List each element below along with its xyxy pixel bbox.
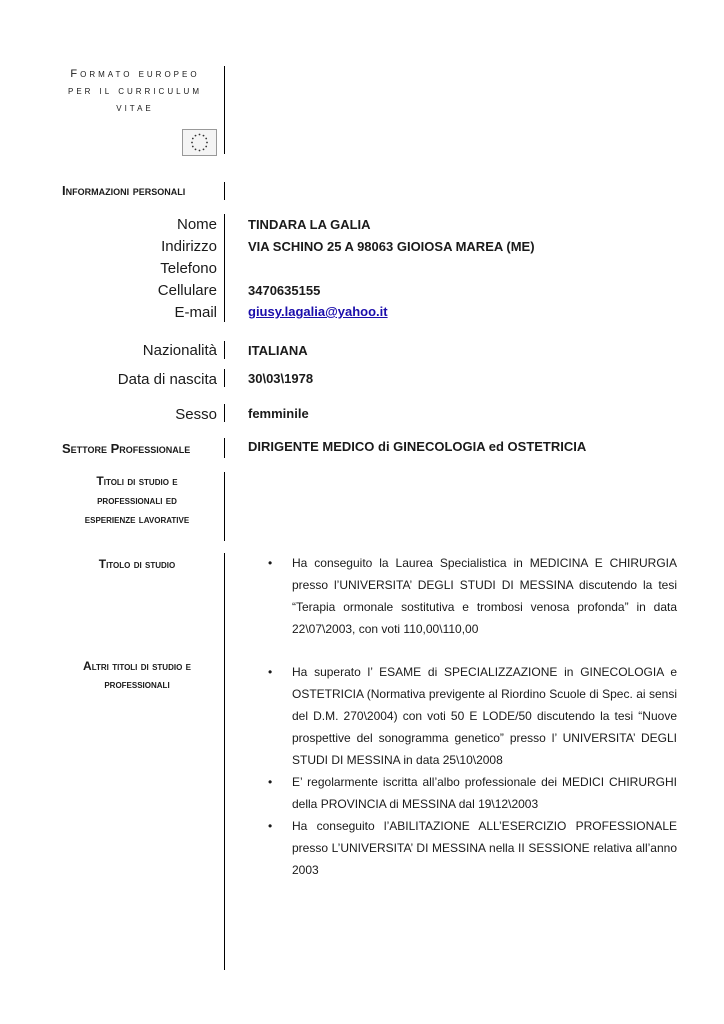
cv-title-line1: Formato europeo xyxy=(70,68,200,80)
divider xyxy=(224,369,225,387)
value-nome: TINDARA LA GALIA xyxy=(248,217,371,232)
value-indirizzo: VIA SCHINO 25 A 98063 GIOIOSA MAREA (ME) xyxy=(248,239,535,254)
value-sesso: femminile xyxy=(248,406,309,421)
value-data-nascita: 30\03\1978 xyxy=(248,371,314,386)
label-telefono: Telefono xyxy=(160,260,217,277)
label-indirizzo: Indirizzo xyxy=(161,238,217,255)
email-link[interactable]: giusy.lagalia@yahoo.it xyxy=(248,304,388,319)
list-item: • E’ regolarmente iscritta all’albo professionale dei MEDICI CHIRURGHI della PROVINCIA di MESSINA dal 19\12\2003 xyxy=(268,771,677,815)
divider xyxy=(224,472,225,541)
value-cellulare: 3470635155 xyxy=(248,283,321,298)
list-item: • Ha superato l’ ESAME di SPECIALIZZAZIONE in GINECOLOGIA e OSTETRICIA (Normativa previgente al Riordino Scuole di Spec. ai sensi del D.M. 270\2004) con voti 50 E LODE/50 discutendo la tesi “Nuove prospettive del sonogramma genetico” presso l’ UNIVERSITA’ DEGLI STUDI DI MESSINA in data 25\10\2008 xyxy=(268,661,677,771)
value-settore: DIRIGENTE MEDICO di GINECOLOGIA ed OSTETRICIA xyxy=(248,439,587,454)
divider xyxy=(224,404,225,422)
section-settore: Settore Professionale xyxy=(62,441,191,456)
divider xyxy=(224,341,225,359)
bullet-dot: • xyxy=(268,775,273,789)
divider xyxy=(224,66,225,154)
list-item: • Ha conseguito l’ABILITAZIONE ALL’ESERCIZIO PROFESSIONALE presso L’UNIVERSITA’ DI MESSINA nella II SESSIONE relativa all’anno 2003 xyxy=(268,815,677,881)
bullet-dot: • xyxy=(268,556,273,570)
label-nome: Nome xyxy=(176,216,217,233)
label-email: E-mail xyxy=(174,304,217,321)
section-personal-info: Informazioni personali xyxy=(62,183,186,198)
divider xyxy=(224,553,225,970)
value-nazionalita: ITALIANA xyxy=(248,343,308,358)
label-data-nascita: Data di nascita xyxy=(117,371,217,388)
divider xyxy=(224,438,225,458)
cv-title-line2: per il curriculum xyxy=(67,85,202,97)
label-sesso: Sesso xyxy=(175,406,217,423)
section-titoli-line1: Titoli di studio e xyxy=(96,474,178,488)
label-nazionalita: Nazionalità xyxy=(142,342,217,359)
bullet-dot: • xyxy=(268,819,273,833)
label-cellulare: Cellulare xyxy=(157,282,217,299)
section-altri-titoli-line2: professionali xyxy=(104,677,170,691)
list-item: • Ha conseguito la Laurea Specialistica in MEDICINA E CHIRURGIA presso l’UNIVERSITA’ DEGLI STUDI DI MESSINA discutendo la tesi “Terapia ormonale sostitutiva e trombosi venosa profonda” in data 22\07\2003, con voti 110,00\110,00 xyxy=(268,552,677,640)
section-titoli-line3: esperienze lavorative xyxy=(84,512,190,526)
section-altri-titoli-line1: Altri titoli di studio e xyxy=(83,659,191,673)
divider xyxy=(224,182,225,200)
titolo-studio-list xyxy=(268,552,677,640)
section-titoli-line2: professionali ed xyxy=(97,493,177,507)
eu-flag-icon xyxy=(182,129,217,156)
bullet-dot: • xyxy=(268,665,273,679)
divider xyxy=(224,214,225,322)
cv-title-line3: vitae xyxy=(116,102,154,114)
altri-titoli-list xyxy=(268,661,677,881)
section-titolo-studio: Titolo di studio xyxy=(98,557,176,571)
